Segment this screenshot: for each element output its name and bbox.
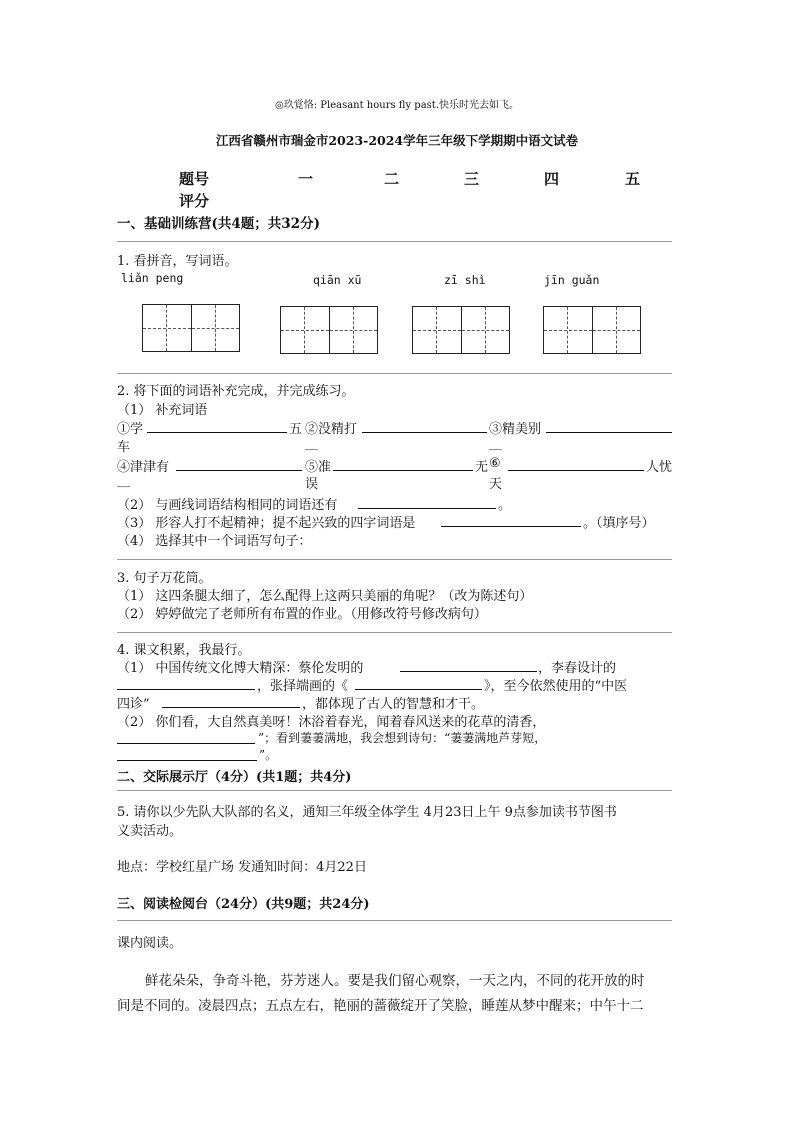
q2-item4-start: ④津津有 bbox=[117, 460, 170, 475]
divider bbox=[117, 373, 672, 374]
q2-item1-end: 五 bbox=[289, 422, 303, 437]
q4-blank-5[interactable] bbox=[117, 731, 255, 744]
reading-para-line2: 间是不同的。凌晨四点；五点左右，艳丽的蔷薇绽开了笑脸，睡莲从梦中醒来；中午十二 bbox=[117, 998, 644, 1014]
score-header-label: 题号 bbox=[179, 170, 210, 188]
q4-blank-3[interactable] bbox=[355, 677, 482, 690]
q2-item5-start: ⑤准 bbox=[305, 460, 332, 475]
pinyin-4: jīn guǎn bbox=[544, 273, 600, 287]
score-header-5: 五 bbox=[625, 170, 641, 188]
q3-sub2: （2） 婷婷做完了老师所有布置的作业。（用修改符号修改病句） bbox=[117, 607, 487, 622]
q2-item3-blank[interactable] bbox=[546, 420, 672, 433]
q5-line1: 5. 请你以少先队大队部的名义，通知三年级全体学生 4月23日上午 9点参加读书节图书 bbox=[117, 805, 617, 820]
answer-grid-1[interactable] bbox=[142, 304, 240, 352]
q4-sub1-a: （1） 中国传统文化博大精深：蔡伦发明的 bbox=[117, 661, 364, 676]
q2-sub3: （3） 形容人打不起精神；提不起兴致的四字词语是 bbox=[117, 516, 416, 531]
q2-item3-mark: __ bbox=[489, 436, 502, 451]
q4-prompt: 4. 课文积累，我最行。 bbox=[117, 643, 251, 658]
answer-grid-3[interactable] bbox=[412, 306, 510, 354]
pinyin-3: zī shì bbox=[444, 273, 486, 287]
section1-heading: 一、基础训练营(共4题；共32分) bbox=[117, 216, 320, 232]
q4-blank-4[interactable] bbox=[162, 695, 300, 708]
q2-item6-start: ⑥ bbox=[489, 456, 501, 471]
q2-sub2-blank[interactable] bbox=[358, 496, 496, 509]
q2-item5-tail: 误 bbox=[305, 477, 319, 492]
q4-blank-6[interactable] bbox=[117, 748, 257, 761]
q2-item3-start: ③精美别 bbox=[489, 422, 542, 437]
q3-prompt: 3. 句子万花筒。 bbox=[117, 571, 212, 586]
q2-sub2: （2） 与画线词语结构相同的词语还有 bbox=[117, 498, 338, 513]
q4-blank-2[interactable] bbox=[117, 677, 255, 690]
q4-sub2-b: ”；看到萋萋满地，我会想到诗句：“萋萋满地芦芽短， bbox=[258, 731, 547, 745]
q2-item2-blank[interactable] bbox=[362, 420, 487, 433]
q2-item6-end: 人忧 bbox=[646, 460, 673, 475]
q4-sub1-c: ，张择端画的《 bbox=[257, 679, 349, 694]
q2-sub3-end: 。（填序号） bbox=[583, 516, 655, 531]
score-header-1: 一 bbox=[298, 170, 314, 188]
page-title: 江西省赣州市瑞金市2023-2024学年三年级下学期期中语文试卷 bbox=[215, 133, 579, 148]
q4-sub2-c: ”。 bbox=[259, 748, 278, 762]
q2-item4-mark: __ bbox=[117, 473, 130, 488]
q2-item1-blank[interactable] bbox=[147, 420, 287, 433]
q4-sub2-a: （2） 你们看，大自然真美呀！沐浴着春光，闻着春风送来的花草的清香， bbox=[117, 715, 546, 730]
q2-sub4: （4） 选择其中一个词语写句子： bbox=[117, 534, 312, 549]
q5-details: 地点：学校红星广场 发通知时间：4月22日 bbox=[117, 860, 367, 875]
q4-blank-1[interactable] bbox=[400, 659, 537, 672]
q2-sub2-end: 。 bbox=[498, 498, 512, 513]
reading-para-line1: 鲜花朵朵，争奇斗艳，芬芳迷人。要是我们留心观察，一天之内，不同的花开放的时 bbox=[145, 973, 645, 989]
pinyin-2: qiān xū bbox=[313, 273, 362, 287]
score-header-4: 四 bbox=[544, 170, 560, 188]
q2-item6-tail: 天 bbox=[489, 477, 503, 492]
q2-item4-blank[interactable] bbox=[176, 458, 302, 471]
score-row-label: 评分 bbox=[179, 192, 210, 210]
score-header-2: 二 bbox=[384, 170, 400, 188]
reading-intro: 课内阅读。 bbox=[117, 936, 183, 951]
q4-sub1-e: 四诊” bbox=[117, 697, 150, 712]
q3-sub1: （1） 这四条腿太细了，怎么配得上这两只美丽的角呢？（改为陈述句） bbox=[117, 589, 533, 604]
q1-prompt: 1. 看拼音，写词语。 bbox=[117, 254, 238, 269]
divider bbox=[117, 920, 672, 921]
divider bbox=[117, 241, 672, 242]
q2-item5-blank[interactable] bbox=[333, 458, 473, 471]
q4-sub1-d: 》，至今依然使用的“中医 bbox=[484, 679, 628, 694]
q2-sub3-blank[interactable] bbox=[441, 514, 581, 527]
pinyin-1: liǎn peng bbox=[121, 271, 184, 285]
q4-sub1-b: ，李春设计的 bbox=[538, 661, 617, 676]
divider bbox=[117, 790, 672, 791]
q2-item1-tail: 车 bbox=[117, 440, 131, 455]
q2-item5-mid: 无 bbox=[475, 460, 489, 475]
q2-item6-blank[interactable] bbox=[508, 458, 644, 471]
q2-sub1: （1） 补充词语 bbox=[117, 403, 208, 418]
q2-item2-start: ②没精打 bbox=[305, 422, 358, 437]
section2-heading: 二、交际展示厅（4分）(共1题；共4分) bbox=[117, 770, 352, 785]
q4-sub1-f: ，都体现了古人的智慧和才干。 bbox=[302, 697, 485, 712]
divider bbox=[117, 632, 672, 633]
score-header-3: 三 bbox=[464, 170, 480, 188]
divider bbox=[117, 559, 672, 560]
q2-item1-start: ①学 bbox=[117, 422, 144, 437]
section3-heading: 三、阅读检阅台（24分）(共9题；共24分) bbox=[117, 897, 370, 912]
answer-grid-4[interactable] bbox=[543, 306, 641, 354]
watermark-text: ◎玖覚恪: Pleasant hours fly past.快乐时光去如飞。 bbox=[275, 100, 519, 111]
q5-line2: 义卖活动。 bbox=[117, 824, 183, 839]
q2-item2-mark: __ bbox=[305, 436, 318, 451]
answer-grid-2[interactable] bbox=[280, 306, 378, 354]
q2-prompt: 2. 将下面的词语补充完成，并完成练习。 bbox=[117, 384, 355, 399]
